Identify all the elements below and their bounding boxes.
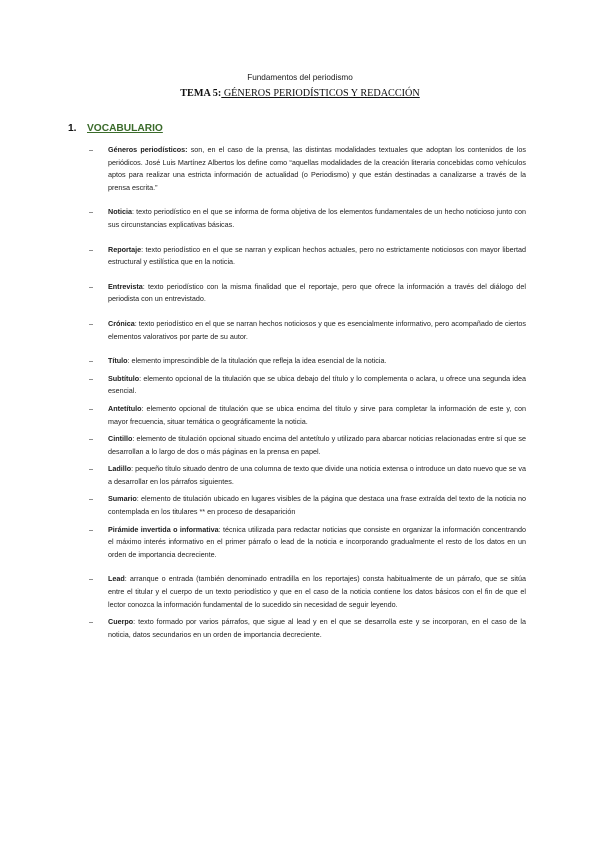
vocabulary-entry — [89, 463, 526, 488]
title-topic-number: TEMA 5: — [180, 88, 222, 99]
vocabulary-definition: : texto formado por varios párrafos, que sigue al lead y en el que se desarrolla este y se incorporan, en el caso de la noticia, datos secundarios en un orden de importancia decreciente. — [108, 617, 526, 639]
vocabulary-term: Cuerpo — [108, 617, 134, 627]
page-title — [0, 87, 600, 100]
vocabulary-definition: : texto periodístico con la misma finalidad que el reportaje, pero que ofrece la información a través del diálogo del periodista con un entrevistado. — [108, 281, 526, 304]
vocabulary-definition: : arranque o entrada (también denominado entradilla en los reportajes) consta habitualmente de un párrafo, que se sitúa entre el titular y el cuerpo de un texto periodístico y que en el caso de la noticia contiene los datos básicos con el fin de que el lector conozca la información fundamental de lo sucedido sin necesidad de seguir leyendo. — [108, 574, 526, 609]
vocabulary-term: Lead — [108, 574, 125, 584]
vocabulary-definition: : elemento de titulación opcional situado encima del antetítulo y utilizado para abarcar noticias relacionadas entre sí que se desarrollan a lo largo de dos o más páginas en la prensa en papel. — [108, 434, 526, 456]
vocabulary-term: Crónica — [108, 318, 135, 328]
vocabulary-term: Ladillo — [108, 464, 132, 474]
bullet-dash: – — [89, 464, 93, 474]
vocabulary-entry — [89, 244, 526, 269]
vocabulary-term: Reportaje — [108, 244, 142, 254]
vocabulary-definition: : texto periodístico en el que se informa de forma objetiva de los elementos fundamentales de un hecho noticioso junto con sus circunstancias explicativas básicas. — [108, 207, 526, 229]
vocabulary-entry — [89, 493, 526, 518]
bullet-dash: – — [89, 524, 93, 534]
vocabulary-entry — [89, 318, 526, 343]
vocabulary-entry — [89, 373, 526, 398]
bullet-dash: – — [89, 434, 93, 444]
bullet-dash: – — [89, 244, 93, 254]
vocabulary-term: Sumario — [108, 494, 137, 504]
vocabulary-entry — [89, 281, 526, 306]
section-heading — [68, 122, 163, 135]
vocabulary-list — [89, 144, 526, 641]
vocabulary-term: Antetítulo — [108, 403, 142, 413]
bullet-dash: – — [89, 403, 93, 413]
bullet-dash: – — [89, 494, 93, 504]
bullet-dash: – — [89, 318, 93, 328]
bullet-dash: – — [89, 207, 93, 217]
vocabulary-definition: : elemento imprescindible de la titulación que refleja la idea esencial de la noticia. — [127, 356, 387, 366]
vocabulary-entry — [89, 355, 526, 368]
vocabulary-definition: : texto periodístico en el que se narran hechos noticiosos y que es esencialmente informativo, pero acompañado de ciertos elementos valorativos por parte de su autor. — [108, 318, 526, 341]
vocabulary-term: Géneros periodísticos: — [108, 145, 188, 154]
vocabulary-term: Noticia — [108, 207, 132, 217]
vocabulary-entry — [89, 573, 526, 611]
vocabulary-definition: : elemento de titulación ubicado en lugares visibles de la página que destaca una frase extraída del texto de la noticia no contemplada en los titulares ** en proceso de desaparición — [108, 494, 526, 517]
vocabulary-entry — [89, 616, 526, 641]
vocabulary-definition: : texto periodístico en el que se narran y explican hechos actuales, pero no estrictamente noticiosos con mayor libertad estructural y estilística que en la noticia. — [108, 244, 526, 267]
vocabulary-term: Cintillo — [108, 434, 133, 444]
vocabulary-definition: : pequeño título situado dentro de una columna de texto que divide una noticia extensa o introduce un dato nuevo que se va a desarrollar en los párrafos siguientes. — [108, 464, 526, 486]
bullet-dash: – — [89, 617, 93, 627]
bullet-dash: – — [89, 574, 93, 584]
vocabulary-entry — [89, 206, 526, 231]
vocabulary-definition: : elemento opcional de titulación que se ubica encima del título y sirve para completar la información de este y, con mayor frecuencia, situar temática o geográficamente la noticia. — [108, 403, 526, 426]
section-label: VOCABULARIO — [87, 123, 163, 134]
title-topic-name: GÉNEROS PERIODÍSTICOS Y REDACCIÓN — [221, 88, 420, 99]
bullet-dash: – — [89, 145, 93, 154]
bullet-dash: – — [89, 281, 93, 291]
vocabulary-term: Subtítulo — [108, 373, 140, 383]
vocabulary-term: Título — [108, 356, 128, 366]
vocabulary-term: Entrevista — [108, 281, 143, 291]
vocabulary-entry — [89, 144, 526, 194]
vocabulary-term: Pirámide invertida o informativa — [108, 524, 219, 534]
bullet-dash: – — [89, 356, 93, 366]
vocabulary-definition: son, en el caso de la prensa, las distintas modalidades textuales que adoptan los contenidos de los periódicos. José Luis Martínez Albertos los define como “aquellas modalidades de la creación literaria concebidas como vehículos aptos para realizar una estricta información de actualidad (o Periodismo) y que están destinadas a canalizarse a través de la prensa escrita.” — [108, 145, 526, 192]
vocabulary-definition: : técnica utilizada para redactar noticias que consiste en organizar la información concentrando el máximo interés informativo en el primer párrafo o lead de la noticia e incorporando gradualmente el resto de los datos en un orden de importancia decreciente. — [108, 524, 526, 559]
section-number: 1. — [68, 123, 77, 134]
course-subject: Fundamentos del periodismo — [247, 73, 353, 82]
vocabulary-entry — [89, 433, 526, 458]
vocabulary-definition: : elemento opcional de la titulación que se ubica debajo del título y lo complementa o aclara, u ofrece una segunda idea esencial. — [108, 373, 526, 396]
vocabulary-entry — [89, 524, 526, 562]
bullet-dash: – — [89, 373, 93, 383]
vocabulary-entry — [89, 403, 526, 428]
